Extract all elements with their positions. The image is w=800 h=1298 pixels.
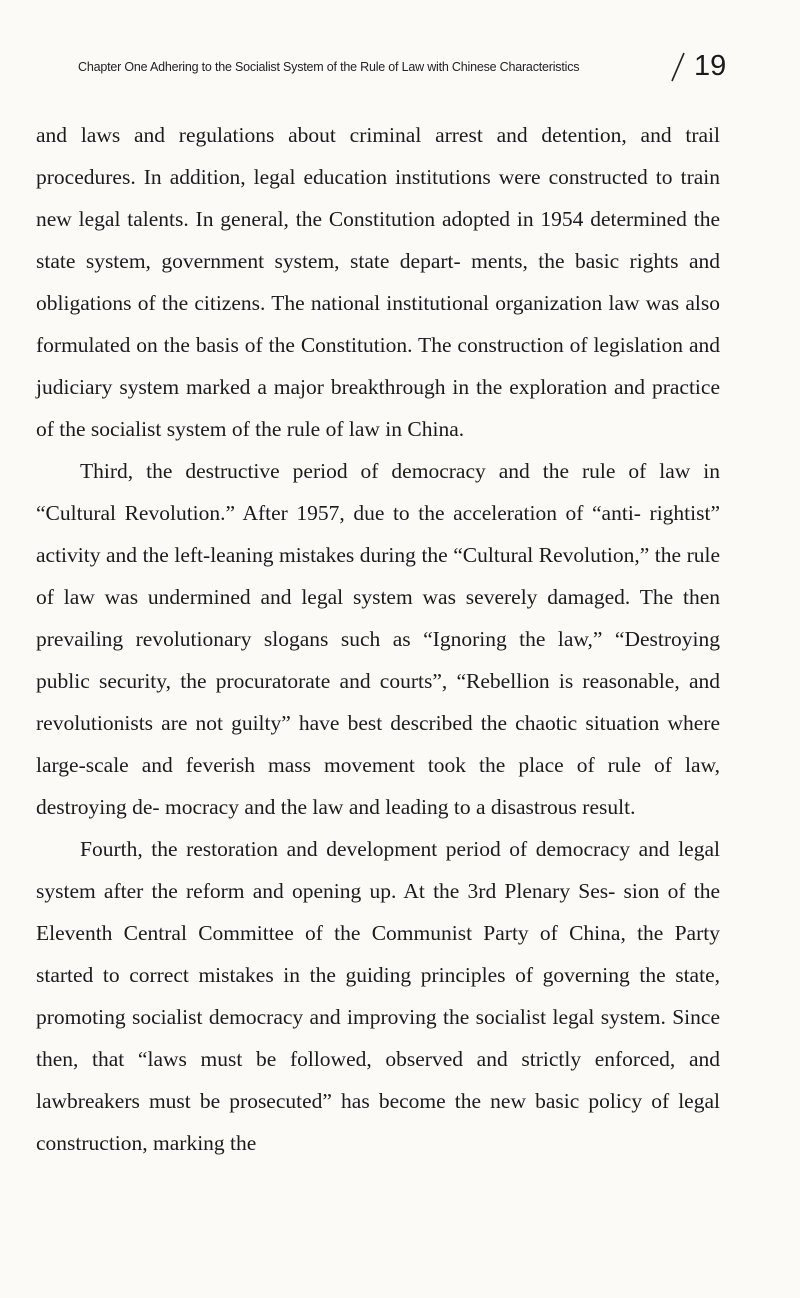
paragraph: Third, the destructive period of democracy and the rule of law in “Cultural Revolution.” After 1957, due to the acceleration of “anti- rightist” activity and the left-leaning mistakes during the “Cultural Revolution,” the rule of law was undermined and legal system was severely damaged. The then prevailing revolutionary slogans such as “Ignoring the law,” “Destroying public security, the procuratorate and courts”, “Rebellion is reasonable, and revolutionists are not guilty” have best described the chaotic situation where large-scale and feverish mass movement took the place of rule of law, destroying de- mocracy and the law and leading to a disastrous result. xyxy=(36,459,720,819)
header-divider-slash xyxy=(668,50,688,84)
page-header xyxy=(0,48,800,88)
body-text xyxy=(36,114,720,1164)
paragraph: Fourth, the restoration and development period of democracy and legal system after the reform and opening up. At the 3rd Plenary Ses- sion of the Eleventh Central Committee of the Communist Party of China, the Party started to correct mistakes in the guiding principles of governing the state, promoting socialist democracy and improving the socialist legal system. Since then, that “laws must be followed, observed and strictly enforced, and lawbreakers must be prosecuted” has become the new basic policy of legal construction, marking the xyxy=(36,837,720,1155)
running-head: Chapter One Adhering to the Socialist System of the Rule of Law with Chinese Characteristics xyxy=(78,60,580,74)
page-number: 19 xyxy=(694,50,727,82)
paragraph: and laws and regulations about criminal arrest and detention, and trail procedures. In addition, legal education institutions were constructed to train new legal talents. In general, the Constitution adopted in 1954 determined the state system, government system, state depart- ments, the basic rights and obligations of the citizens. The national institutional organization law was also formulated on the basis of the Constitution. The construction of legislation and judiciary system marked a major breakthrough in the exploration and practice of the socialist system of the rule of law in China. xyxy=(36,123,720,441)
